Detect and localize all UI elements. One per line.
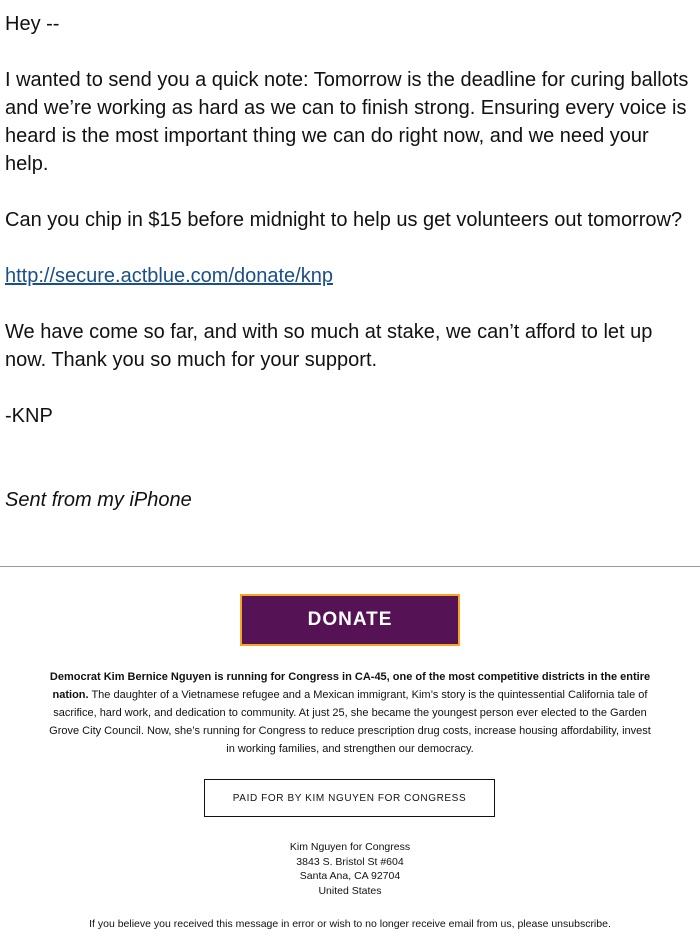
sent-from-signature: Sent from my iPhone (5, 489, 192, 511)
address-city: Santa Ana, CA 92704 (299, 870, 401, 882)
address-org: Kim Nguyen for Congress (289, 841, 411, 853)
donate-button[interactable]: DONATE (240, 594, 460, 646)
mailing-address (0, 840, 700, 898)
candidate-bio (48, 668, 652, 758)
footer-divider (0, 566, 700, 567)
body-paragraph-thanks: We have come so far, and with so much at stake, we can’t afford to let up now. Thank you so much for your support. (5, 321, 653, 371)
unsubscribe-notice[interactable]: If you believe you received this message in error or wish to no longer receive email from us, please unsubscribe. (89, 918, 611, 930)
email-body (5, 10, 695, 514)
donate-link-paragraph (5, 262, 695, 290)
body-paragraph-deadline: I wanted to send you a quick note: Tomorrow is the deadline for curing ballots and we’re working as hard as we can to finish strong. Ensuring every voice is heard is the most important thing we can do right now, and we need your help. (5, 69, 689, 175)
candidate-bio-text: The daughter of a Vietnamese refugee and a Mexican immigrant, Kim’s story is the quintessential California tale of sacrifice, hard work, and dedication to community. At just 25, she became the youngest person ever elected to the Garden Grove City Council. Now, she’s running for Congress to reduce prescription drug costs, increase housing affordability, invest in working families, and strengthen our democracy. (49, 689, 651, 755)
address-street: 3843 S. Bristol St #604 (296, 855, 404, 868)
paid-for-disclaimer: PAID FOR BY KIM NGUYEN FOR CONGRESS (204, 779, 495, 817)
body-paragraph-ask: Can you chip in $15 before midnight to help us get volunteers out tomorrow? (5, 209, 683, 231)
greeting: Hey -- (5, 13, 60, 35)
signoff: -KNP (5, 405, 53, 427)
address-country: United States (318, 884, 382, 897)
candidate-bio-lead: Democrat Kim Bernice Nguyen is running for Congress in CA-45, one of the most competitive districts in the entire nation. (49, 671, 651, 701)
donate-link[interactable]: http://secure.actblue.com/donate/knp (5, 265, 333, 287)
